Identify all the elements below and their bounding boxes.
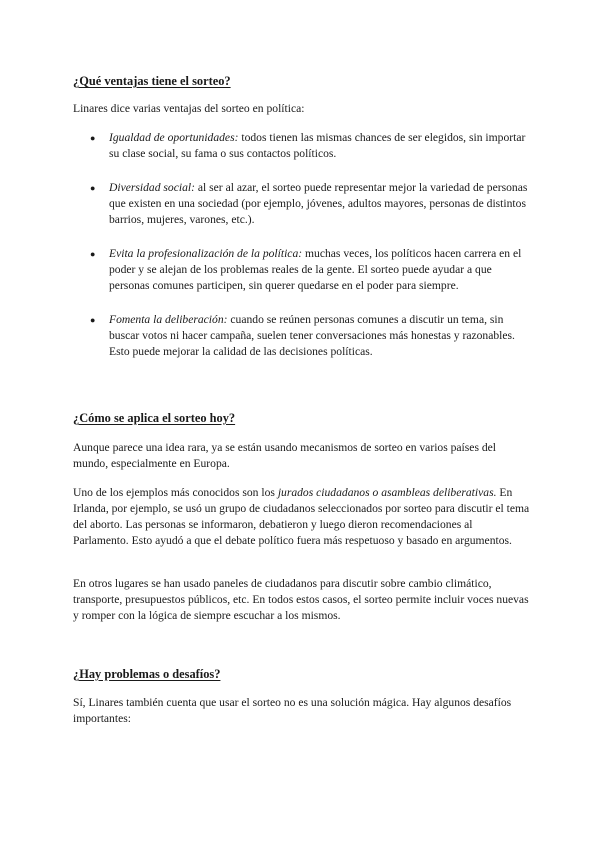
section-heading: ¿Cómo se aplica el sorteo hoy? — [73, 411, 236, 425]
paragraph — [73, 485, 531, 549]
intro-paragraph-wrap — [73, 101, 531, 117]
ventajas-list — [73, 130, 531, 360]
list-item-text: todos tienen las mismas chances de ser elegidos, sin importar su clase social, su fama o sus contactos políticos. — [109, 131, 526, 160]
bullet-icon: ● — [90, 315, 96, 325]
ventajas-list-wrap — [73, 130, 531, 378]
paragraph-text: En Irlanda, por ejemplo, se usó un grupo de ciudadanos seleccionados por sorteo para discutir el tema del aborto. Las personas se informaron, debatieron y luego dieron recomendaciones al Parlamento. Esto ayudó a que el debate político fuera más respetuoso y basado en argumentos. — [73, 486, 530, 547]
paragraph-emphasis: jurados ciudadanos o asambleas deliberativas. — [277, 486, 497, 499]
paragraph-wrap — [73, 485, 531, 549]
section-ventajas — [73, 73, 531, 89]
section-desafios — [73, 666, 531, 682]
list-item-text: cuando se reúnen personas comunes a discutir un tema, sin buscar votos ni hacer campaña, suelen tener conversaciones más honestas y razonables. Esto puede mejorar la calidad de las decisiones políticas. — [109, 313, 515, 358]
paragraph-wrap — [73, 440, 531, 472]
paragraph: Sí, Linares también cuenta que usar el sorteo no es una solución mágica. Hay algunos desafíos importantes: — [73, 696, 512, 725]
list-item-text: al ser al azar, el sorteo puede representar mejor la variedad de personas que existen en una sociedad (por ejemplo, jóvenes, adultos mayores, personas de distintos barrios, mujeres, varones, etc.). — [109, 181, 528, 226]
paragraph-text: Uno de los ejemplos más conocidos son los — [73, 486, 278, 499]
list-item — [73, 312, 531, 360]
list-item — [73, 130, 531, 162]
section-aplicacion — [73, 410, 531, 426]
list-item-label: Igualdad de oportunidades: — [109, 131, 239, 144]
list-item-label: Evita la profesionalización de la política: — [109, 247, 303, 260]
bullet-icon: ● — [90, 183, 96, 193]
list-item-label: Fomenta la deliberación: — [109, 313, 228, 326]
list-item — [73, 246, 531, 294]
list-item — [73, 180, 531, 228]
paragraph: En otros lugares se han usado paneles de ciudadanos para discutir sobre cambio climático, transporte, presupuestos públicos, etc. En todos estos casos, el sorteo permite incluir voces nuevas y romper con la lógica de siempre escuchar a los mismos. — [73, 577, 529, 622]
paragraph-wrap — [73, 576, 531, 624]
section-heading: ¿Hay problemas o desafíos? — [73, 667, 221, 681]
paragraph-wrap — [73, 695, 531, 727]
intro-paragraph: Linares dice varias ventajas del sorteo en política: — [73, 102, 305, 115]
list-item-text: muchas veces, los políticos hacen carrera en el poder y se alejan de los problemas reales de la gente. El sorteo puede ayudar a que personas comunes participen, sin querer quedarse en el poder para siempre. — [109, 247, 522, 292]
list-item-label: Diversidad social: — [109, 181, 195, 194]
bullet-icon: ● — [90, 249, 96, 259]
bullet-icon: ● — [90, 133, 96, 143]
paragraph: Aunque parece una idea rara, ya se están usando mecanismos de sorteo en varios países del mundo, especialmente en Europa. — [73, 441, 497, 470]
section-heading: ¿Qué ventajas tiene el sorteo? — [73, 74, 231, 88]
